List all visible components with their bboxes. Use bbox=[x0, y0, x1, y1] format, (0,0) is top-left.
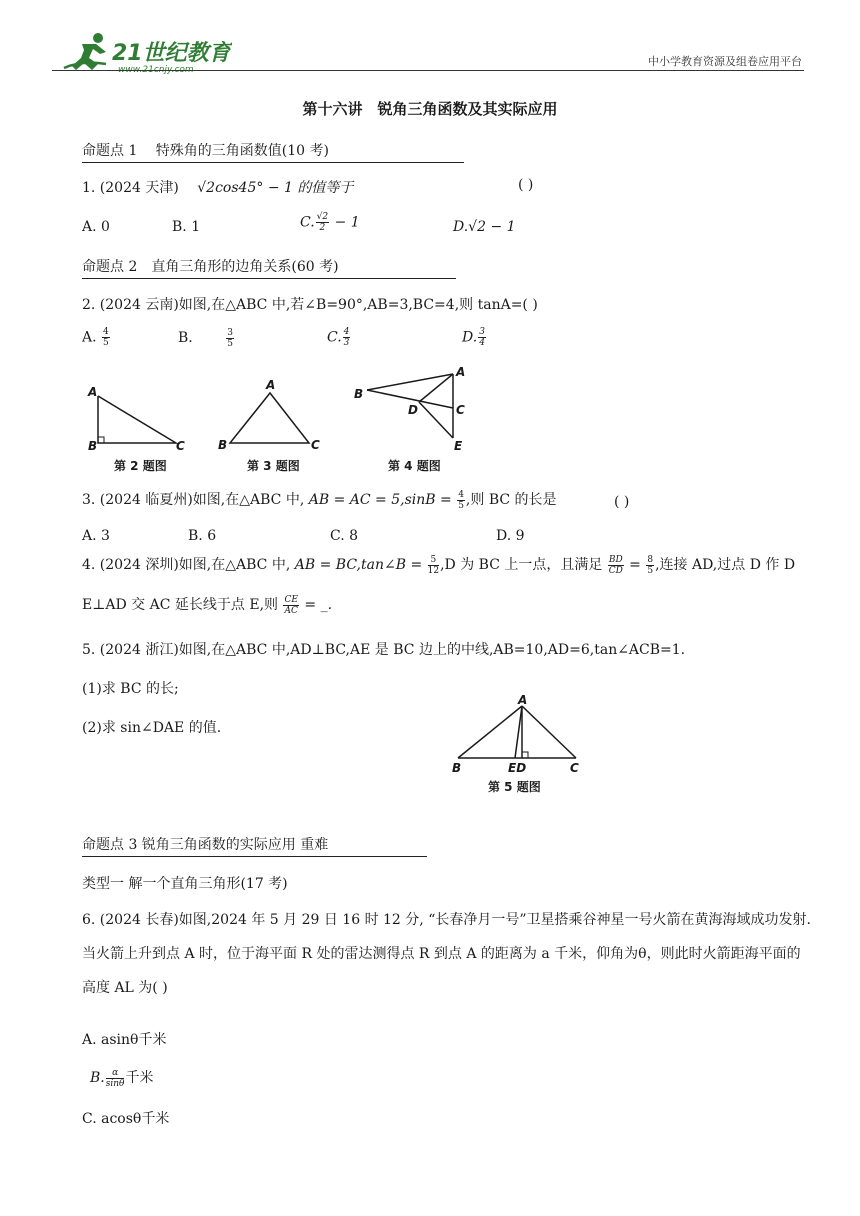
fig3-label-a: A bbox=[266, 378, 276, 392]
question-4-line-1: 4. (2024 深圳)如图,在△ABC 中, AB = BC,tan∠B = $\frac{5}{12}$ ,D 为 BC 上一点，且满足 $\frac{BD}{CD}$ = $\frac{8}{5}$ ,连接 AD,过点 D 作 D bbox=[82, 554, 796, 576]
q6-option-b: B. $\frac{\alpha}{\sin\theta}$ 千米 bbox=[90, 1067, 154, 1089]
runner-icon bbox=[64, 33, 106, 70]
fig4-label-a: A bbox=[456, 365, 466, 379]
logo-url: www.21cnjy.com bbox=[118, 65, 194, 75]
q1-option-c: C. $\frac{√2}{2}$ − 1 bbox=[300, 212, 360, 233]
fig2-label-b: B bbox=[88, 439, 98, 453]
fig3-label-c: C bbox=[311, 438, 320, 452]
q2-option-b: B. $\frac{3}{5}$ bbox=[178, 327, 233, 349]
q3-option-a: A. 3 bbox=[82, 528, 110, 544]
fig4-label-b: B bbox=[354, 387, 364, 401]
figure-2 bbox=[84, 380, 194, 455]
question-3: 3. (2024 临夏州)如图,在△ABC 中, AB = AC = 5,sinB = $\frac{4}{5}$ ,则 BC 的长是 bbox=[82, 489, 557, 511]
q6-option-c: C. acosθ千米 bbox=[82, 1111, 170, 1127]
fig5-label-b: B bbox=[452, 761, 462, 775]
type-1-heading: 类型一 解一个直角三角形(17 考) bbox=[82, 876, 288, 892]
q3-option-d: D. 9 bbox=[496, 528, 525, 544]
q3-answer-bracket: ( ) bbox=[614, 494, 630, 510]
figure-3-caption: 第 3 题图 bbox=[247, 459, 300, 473]
q2-option-a: A. $\frac{4}{5}$ bbox=[82, 327, 109, 348]
section-heading-3: 命题点 3 锐角三角函数的实际应用 重难 bbox=[82, 834, 427, 857]
section-heading-1: 命题点 1 特殊角的三角函数值(10 考) bbox=[82, 140, 464, 163]
page-title: 第十六讲 锐角三角函数及其实际应用 bbox=[302, 100, 558, 118]
fig2-label-c: C bbox=[176, 439, 185, 453]
figure-4 bbox=[350, 362, 476, 456]
platform-label: 中小学教育资源及组卷应用平台 bbox=[648, 55, 802, 68]
question-5-part-2: (2)求 sin∠DAE 的值. bbox=[82, 720, 222, 736]
q2-option-c: C. $\frac{4}{3}$ bbox=[327, 327, 350, 348]
fig4-label-d: D bbox=[408, 403, 418, 417]
fig5-label-ed: ED bbox=[508, 761, 527, 775]
question-1: 1. (2024 天津) √2cos45° − 1 的值等于 bbox=[82, 180, 354, 196]
fig3-label-b: B bbox=[218, 438, 228, 452]
fig5-label-a: A bbox=[518, 693, 528, 707]
q3-option-c: C. 8 bbox=[330, 528, 359, 544]
figure-2-caption: 第 2 题图 bbox=[114, 459, 167, 473]
figure-4-caption: 第 4 题图 bbox=[388, 459, 441, 473]
fig4-label-c: C bbox=[456, 403, 465, 417]
q2-option-d: D. $\frac{3}{4}$ bbox=[462, 327, 485, 348]
question-5-part-1: (1)求 BC 的长; bbox=[82, 681, 179, 697]
question-6: 6. (2024 长春)如图,2024 年 5 月 29 日 16 时 12 分, “长春净月一号”卫星搭乘谷神星一号火箭在黄海海域成功发射.当火箭上升到点 A 时，位于海平面 R 处的雷达测得点 R 到点 A 的距离为 a 千米，仰角为θ，则此时火箭距海平面的高度 AL 为( ) bbox=[82, 912, 811, 996]
q1-answer-bracket: ( ) bbox=[518, 177, 534, 193]
q1-option-d: D.√2 − 1 bbox=[453, 219, 516, 235]
header-divider bbox=[52, 70, 804, 71]
figure-5-caption: 第 5 题图 bbox=[488, 780, 541, 794]
section-heading-2: 命题点 2 直角三角形的边角关系(60 考) bbox=[82, 256, 456, 279]
question-4-line-2: E⊥AD 交 AC 延长线于点 E,则 $\frac{CE}{AC}$ = _. bbox=[82, 594, 333, 616]
figure-3 bbox=[214, 376, 326, 456]
question-5: 5. (2024 浙江)如图,在△ABC 中,AD⊥BC,AE 是 BC 边上的中线,AB=10,AD=6,tan∠ACB=1. bbox=[82, 642, 686, 658]
q1-option-b: B. 1 bbox=[172, 219, 201, 235]
q6-option-a: A. asinθ千米 bbox=[82, 1032, 167, 1048]
logo-text: 21世纪教育 bbox=[112, 41, 231, 66]
question-2: 2. (2024 云南)如图,在△ABC 中,若∠B=90°,AB=3,BC=4,则 tanA=( ) bbox=[82, 297, 538, 313]
q1-option-a: A. 0 bbox=[82, 219, 110, 235]
q3-option-b: B. 6 bbox=[188, 528, 217, 544]
fig4-label-e: E bbox=[454, 439, 463, 453]
fig5-label-c: C bbox=[570, 761, 579, 775]
fig2-label-a: A bbox=[88, 385, 98, 399]
figure-5 bbox=[446, 692, 592, 776]
